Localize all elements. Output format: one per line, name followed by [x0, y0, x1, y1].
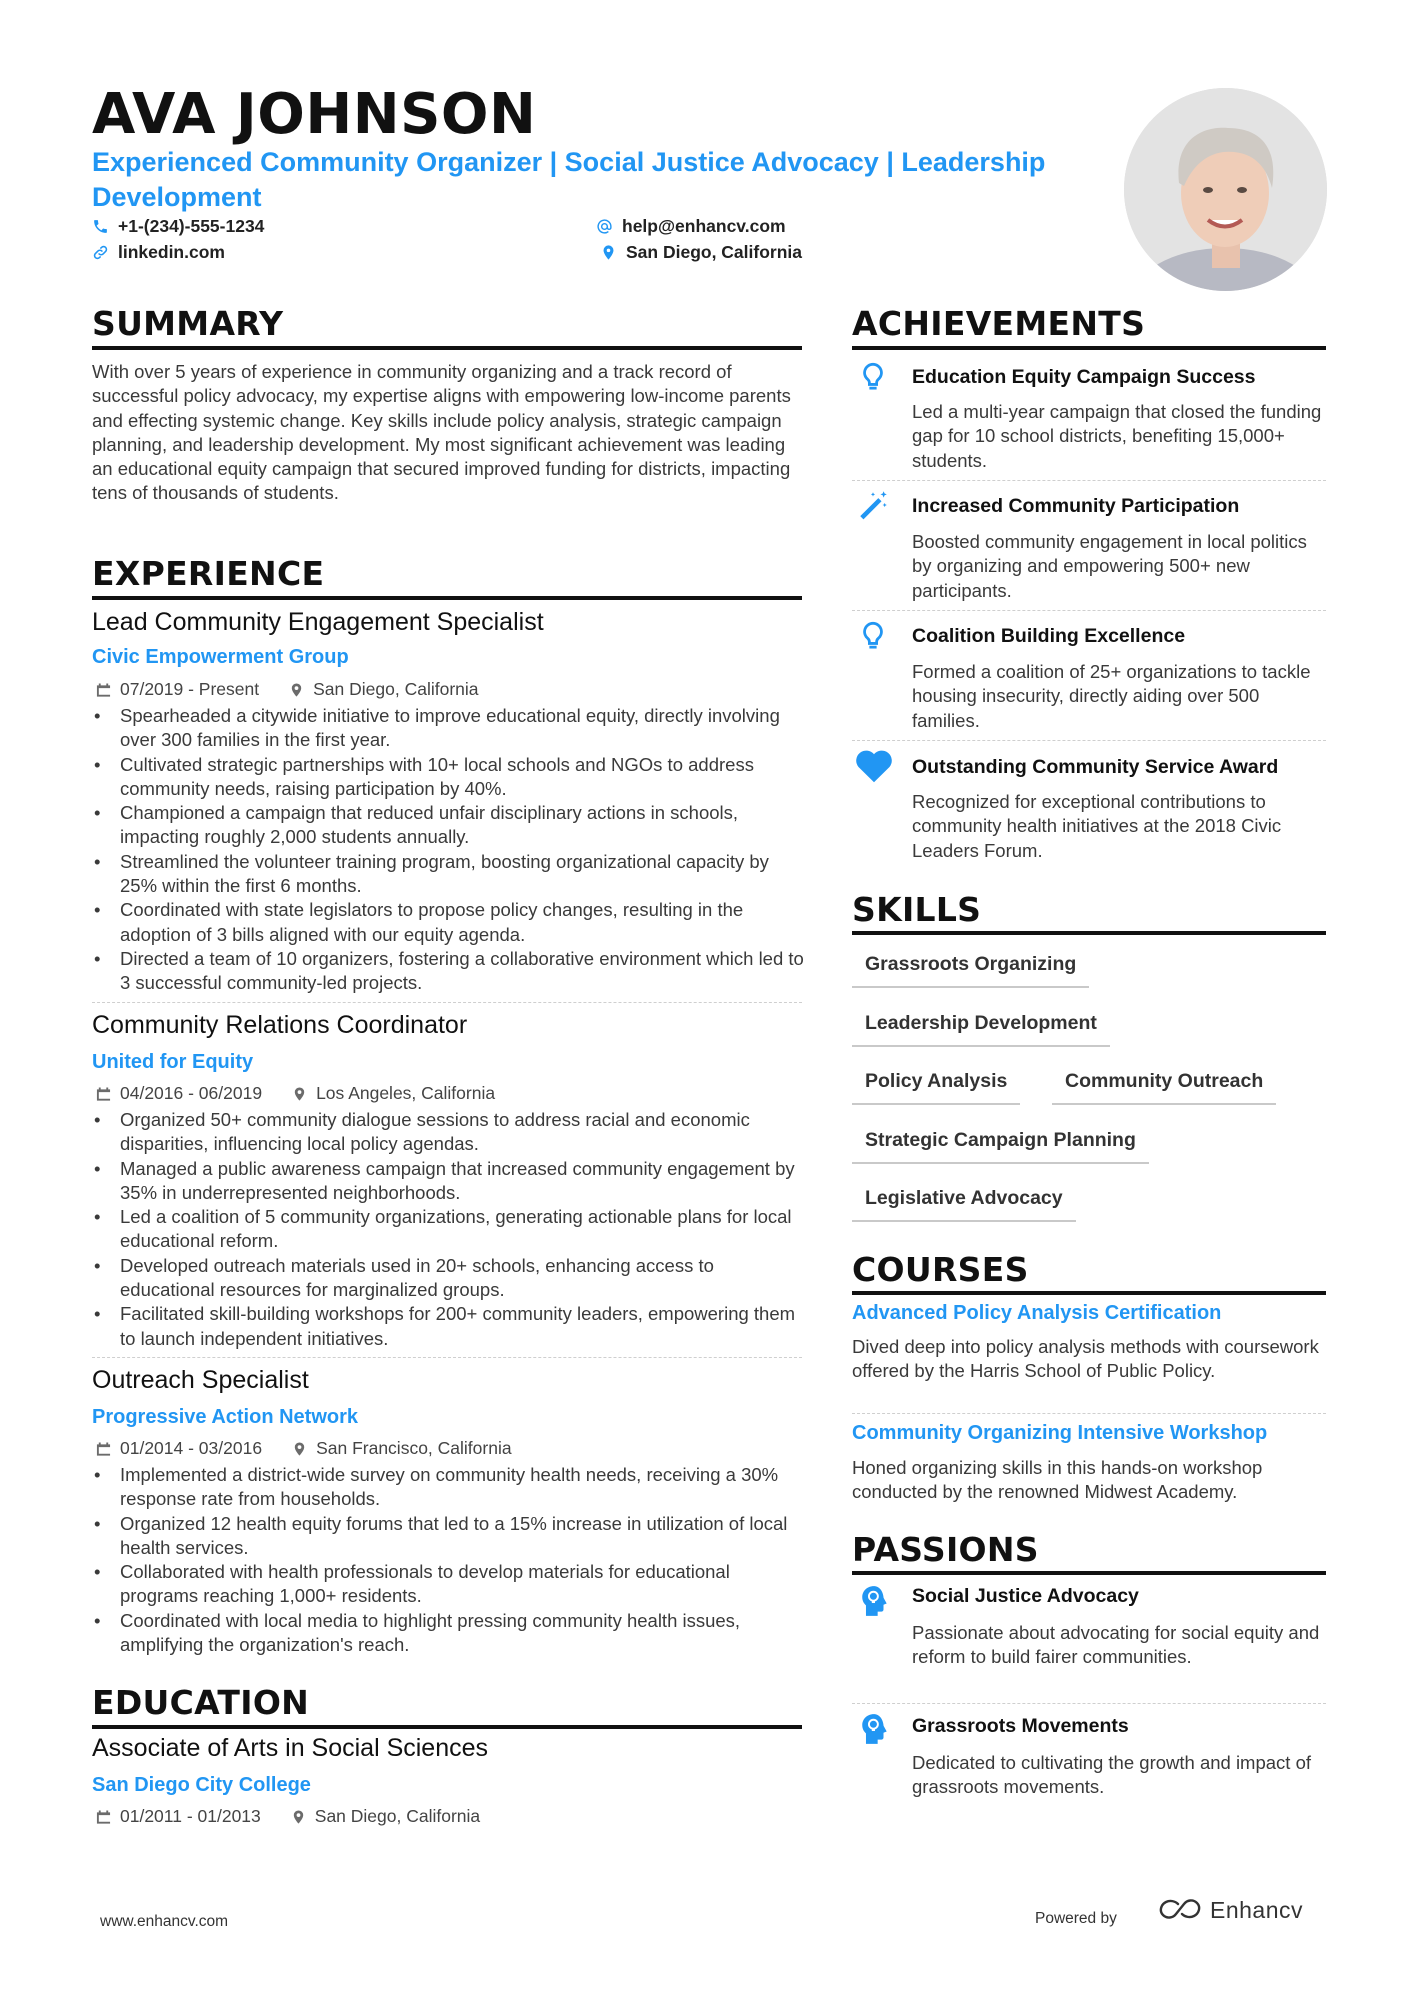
footer-website-link[interactable]: www.enhancv.com	[100, 1913, 229, 1930]
enhancv-logo-text: Enhancv	[1210, 1897, 1304, 1923]
school-name: San Diego City College	[92, 1774, 311, 1796]
achievement-title: Coalition Building Excellence	[912, 625, 1186, 647]
passions-rule	[852, 1571, 1326, 1575]
job-bullet: • Managed a public awareness campaign that increased community engagement by 35% in underrepresented neighborhoods.	[92, 1157, 804, 1206]
phone-text: +1-(234)-555-1234	[118, 216, 265, 236]
job-title: Lead Community Engagement Specialist	[92, 608, 544, 636]
summary-text: With over 5 years of experience in community organizing and a track record of successful policy advocacy, my expertise aligns with empowering low-income parents and effecting systemic change. Key skills include policy analysis, strategic campaign planning, and leadership development. My most significant achievement was leading an educational equity campaign that secured improved funding for districts, impacting tens of thousands of students.	[92, 361, 791, 504]
job-company: Civic Empowerment Group	[92, 646, 349, 668]
education-meta	[96, 1806, 480, 1827]
location-pin-icon	[600, 244, 617, 261]
enhancv-logo-icon	[1156, 1898, 1204, 1924]
summary-rule	[92, 346, 802, 350]
achievement-description: Boosted community engagement in local politics by organizing and empowering 500+ new participants.	[912, 531, 1307, 601]
email-text: help@enhancv.com	[622, 216, 786, 236]
skill-tag: Legislative Advocacy	[852, 1182, 1076, 1222]
job-bullet: • Coordinated with state legislators to propose policy changes, resulting in the adoption of 3 bills aligned with our equity agenda.	[92, 898, 804, 947]
skill-tag: Policy Analysis	[852, 1065, 1020, 1105]
calendar-icon	[96, 682, 111, 698]
job-bullet: • Led a coalition of 5 community organizations, generating actionable plans for local educational reform.	[92, 1205, 804, 1254]
lightbulb-icon	[856, 619, 890, 653]
job-bullet: • Organized 50+ community dialogue sessions to address racial and economic disparities, influencing local policy agendas.	[92, 1108, 804, 1157]
courses-rule	[852, 1291, 1326, 1295]
location-pin-icon	[291, 1809, 306, 1825]
job-company: Progressive Action Network	[92, 1406, 359, 1428]
lightbulb-icon	[856, 360, 890, 394]
achievement-title: Outstanding Community Service Award	[912, 756, 1279, 778]
candidate-headline: Experienced Community Organizer | Social Justice Advocacy | Leadership Development	[92, 147, 1046, 212]
job-bullet: • Streamlined the volunteer training program, boosting organizational capacity by 25% within the first 6 months.	[92, 850, 804, 899]
experience-heading: EXPERIENCE	[92, 554, 325, 593]
course-title: Community Organizing Intensive Workshop	[852, 1422, 1268, 1444]
head-lightbulb-icon	[858, 1712, 892, 1746]
location-pin-icon	[292, 1086, 307, 1102]
passions-heading: PASSIONS	[852, 1530, 1039, 1569]
phone-contact[interactable]	[92, 216, 264, 237]
achievement-title: Increased Community Participation	[912, 495, 1240, 517]
skill-tag: Grassroots Organizing	[852, 948, 1089, 988]
passion-divider	[852, 1703, 1326, 1704]
courses-heading: COURSES	[852, 1250, 1029, 1289]
at-icon	[596, 218, 613, 235]
education-heading: EDUCATION	[92, 1683, 310, 1722]
job-bullet: • Collaborated with health professionals to develop materials for educational programs reaching 1,000+ residents.	[92, 1560, 804, 1609]
magic-wand-icon	[856, 488, 890, 522]
job-bullets	[92, 1108, 804, 1351]
course-description: Dived deep into policy analysis methods with coursework offered by the Harris School of Public Policy.	[852, 1336, 1319, 1382]
passion-title: Grassroots Movements	[912, 1715, 1129, 1737]
job-bullet: • Coordinated with local media to highlight pressing community health issues, amplifying the organization's reach.	[92, 1609, 804, 1658]
job-location: San Diego, California	[313, 679, 479, 699]
skills-rule	[852, 931, 1326, 935]
job-dates: 04/2016 - 06/2019	[120, 1083, 263, 1103]
achievement-description: Recognized for exceptional contributions to community health initiatives at the 2018 Civic Leaders Forum.	[912, 791, 1282, 861]
education-dates: 01/2011 - 01/2013	[120, 1806, 261, 1826]
job-location: San Francisco, California	[316, 1438, 512, 1458]
achievement-description: Formed a coalition of 25+ organizations to tackle housing insecurity, directly aiding over 500 families.	[912, 661, 1311, 731]
location-text: San Diego, California	[626, 242, 802, 262]
achievement-title: Education Equity Campaign Success	[912, 366, 1256, 388]
job-bullet: • Directed a team of 10 organizers, fostering a collaborative environment which led to 3 successful community-led projects.	[92, 947, 804, 996]
head-lightbulb-icon	[858, 1584, 892, 1618]
email-contact[interactable]	[596, 216, 786, 237]
linkedin-contact[interactable]	[92, 242, 225, 263]
enhancv-logo[interactable]	[1156, 1897, 1303, 1924]
skill-tag: Community Outreach	[1052, 1065, 1276, 1105]
location-pin-icon	[292, 1441, 307, 1457]
course-description: Honed organizing skills in this hands-on workshop conducted by the renowned Midwest Academy.	[852, 1457, 1263, 1503]
job-bullet: • Cultivated strategic partnerships with 10+ local schools and NGOs to address community needs, raising participation by 40%.	[92, 753, 804, 802]
location-contact	[600, 242, 802, 263]
job-bullets	[92, 1463, 804, 1657]
profile-photo	[1124, 88, 1327, 291]
powered-by-label: Powered by	[1035, 1910, 1117, 1927]
job-title: Outreach Specialist	[92, 1366, 309, 1394]
achievement-divider	[852, 740, 1326, 741]
job-divider	[92, 1357, 802, 1358]
job-bullet: • Championed a campaign that reduced unfair disciplinary actions in schools, impacting roughly 2,000 students annually.	[92, 801, 804, 850]
link-icon	[92, 244, 109, 261]
degree-title: Associate of Arts in Social Sciences	[92, 1734, 489, 1762]
calendar-icon	[96, 1086, 111, 1102]
heart-icon	[854, 748, 894, 784]
job-location: Los Angeles, California	[316, 1083, 496, 1103]
job-title: Community Relations Coordinator	[92, 1011, 468, 1039]
achievements-rule	[852, 346, 1326, 350]
achievement-divider	[852, 480, 1326, 481]
education-location: San Diego, California	[314, 1806, 481, 1826]
skill-tag: Leadership Development	[852, 1007, 1110, 1047]
job-dates: 01/2014 - 03/2016	[120, 1438, 263, 1458]
linkedin-text: linkedin.com	[118, 242, 225, 262]
job-dates: 07/2019 - Present	[120, 679, 260, 699]
job-company: United for Equity	[92, 1051, 254, 1073]
location-pin-icon	[289, 682, 304, 698]
job-bullet: • Spearheaded a citywide initiative to improve educational equity, directly involving over 300 families in the first year.	[92, 704, 804, 753]
job-divider	[92, 1002, 802, 1003]
job-bullet: • Developed outreach materials used in 20+ schools, enhancing access to educational resources for marginalized groups.	[92, 1254, 804, 1303]
passion-description: Dedicated to cultivating the growth and impact of grassroots movements.	[912, 1752, 1312, 1798]
job-bullets	[92, 704, 804, 996]
experience-rule	[92, 596, 802, 600]
job-bullet: • Facilitated skill-building workshops for 200+ community leaders, empowering them to launch independent initiatives.	[92, 1302, 804, 1351]
achievements-heading: ACHIEVEMENTS	[852, 304, 1146, 343]
course-title: Advanced Policy Analysis Certification	[852, 1302, 1222, 1324]
achievement-description: Led a multi-year campaign that closed the funding gap for 10 school districts, benefiting 15,000+ students.	[912, 401, 1322, 471]
job-meta	[96, 679, 479, 700]
skills-heading: SKILLS	[852, 890, 982, 929]
passion-description: Passionate about advocating for social equity and reform to build fairer communities.	[912, 1622, 1320, 1668]
job-bullet: • Organized 12 health equity forums that led to a 15% increase in utilization of local health services.	[92, 1512, 804, 1561]
summary-heading: SUMMARY	[92, 304, 284, 343]
calendar-icon	[96, 1441, 111, 1457]
education-rule	[92, 1725, 802, 1729]
calendar-icon	[96, 1809, 111, 1825]
job-meta	[96, 1438, 512, 1459]
candidate-name: AVA JOHNSON	[92, 82, 537, 147]
skill-tag: Strategic Campaign Planning	[852, 1124, 1149, 1164]
achievement-divider	[852, 610, 1326, 611]
course-divider	[852, 1413, 1326, 1414]
job-bullet: • Implemented a district-wide survey on community health needs, receiving a 30% response rate from households.	[92, 1463, 804, 1512]
job-meta	[96, 1083, 495, 1104]
phone-icon	[92, 218, 109, 235]
passion-title: Social Justice Advocacy	[912, 1585, 1139, 1607]
